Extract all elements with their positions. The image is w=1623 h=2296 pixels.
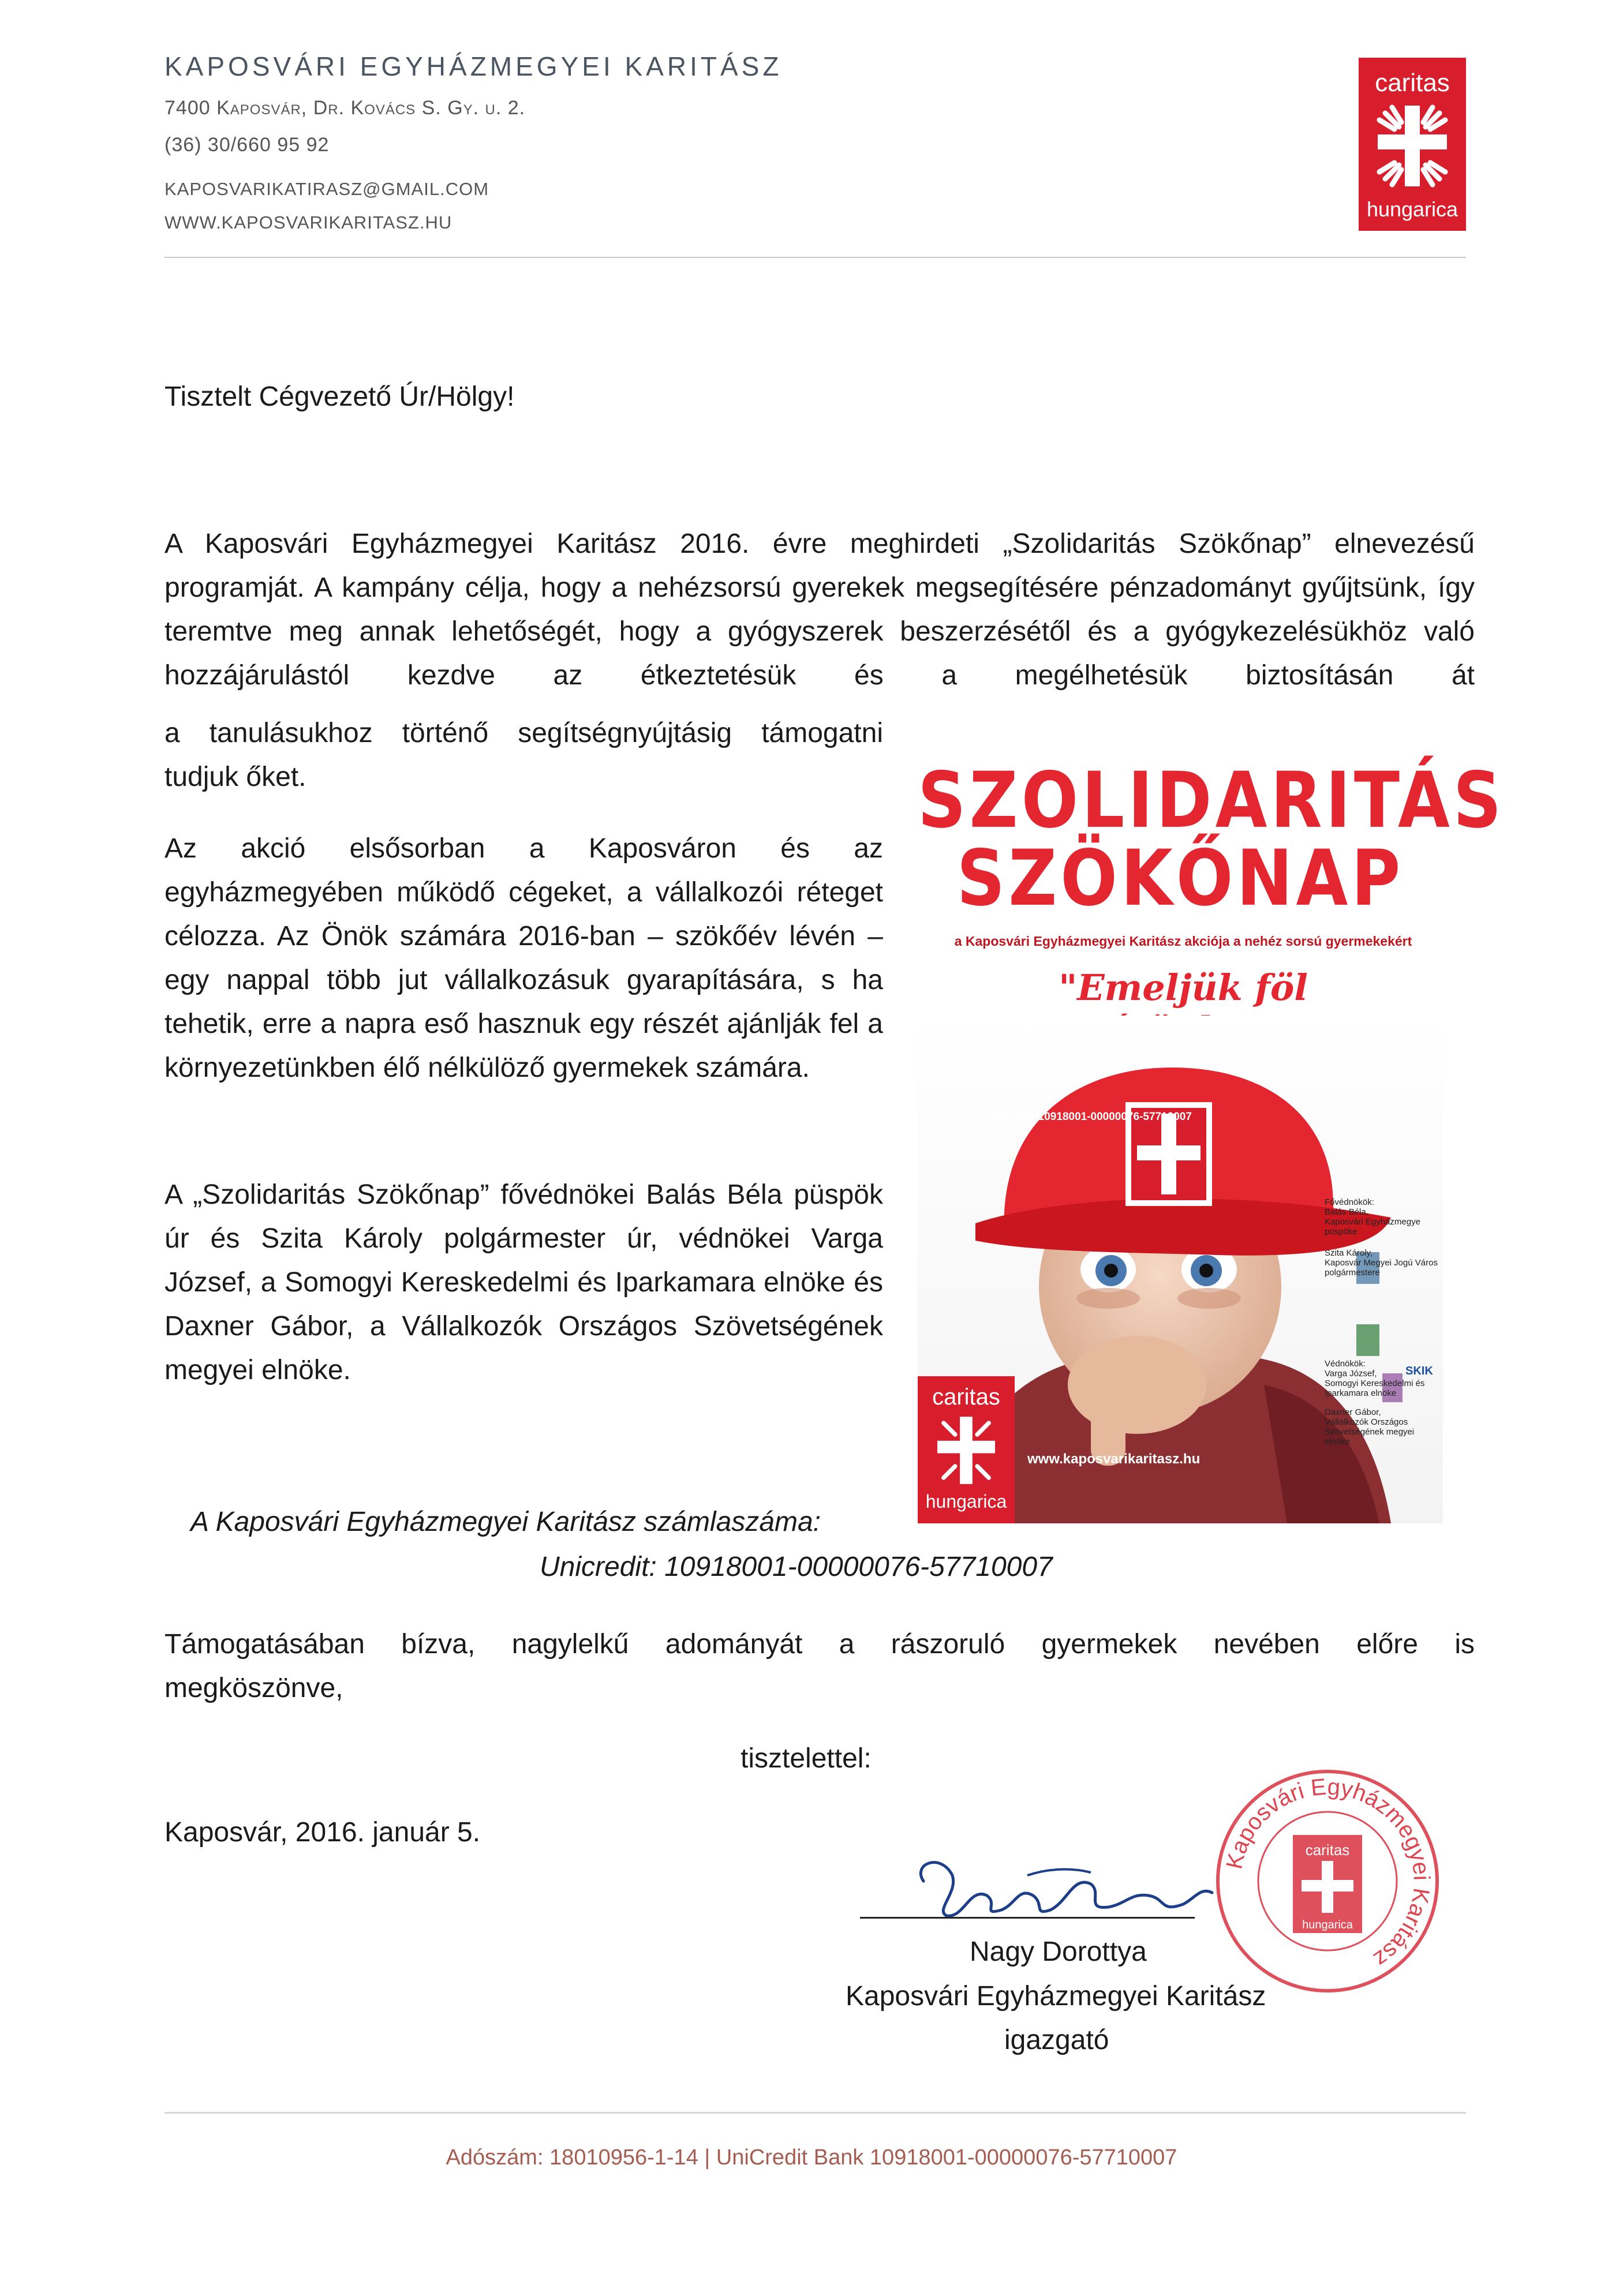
poster-account-number: Unicredit:10918001-00000076-57710007	[987, 1111, 1192, 1123]
signature-line	[860, 1917, 1195, 1919]
poster-patrons	[1325, 1197, 1440, 1278]
paragraph-intro-end: tudjuk őket.	[164, 762, 306, 792]
sponsor1-name: Varga József,	[1325, 1369, 1377, 1379]
phone-number: (36) 30/660 95 92	[164, 134, 330, 156]
paragraph-thanks-end: megköszönve,	[164, 1673, 343, 1703]
handwritten-signature	[900, 1841, 1224, 1933]
account-number: Unicredit: 10918001-00000076-57710007	[540, 1552, 1053, 1582]
header-divider	[164, 257, 1466, 258]
patron2-role-a: Kaposvár Megyei Jogú Város	[1325, 1258, 1438, 1268]
website-link[interactable]: WWW.KAPOSVARIKARITASZ.HU	[164, 212, 453, 233]
patron1-role-a: Kaposvári Egyházmegye	[1325, 1217, 1420, 1227]
footer-tax-bank-info: Adószám: 18010956-1-14 | UniCredit Bank 10918001-00000076-57710007	[446, 2145, 1177, 2170]
poster-caritas-logo	[918, 1376, 1015, 1523]
sponsor2-role-a: Vállalkozók Országos	[1325, 1417, 1408, 1427]
date-line: Kaposvár, 2016. január 5.	[164, 1817, 481, 1848]
organization-name: KAPOSVÁRI EGYHÁZMEGYEI KARITÁSZ	[164, 51, 783, 81]
stamp-ring-text: Kaposvári Egyházmegyei Karitász	[1221, 1774, 1435, 1972]
logo-hungarica-text: hungarica	[1366, 197, 1459, 221]
official-stamp	[1212, 1766, 1443, 1997]
paragraph-action: Az akció elsősorban a Kaposváron és az egyházmegyében működő cégeket, a vállalkozói réteget célozza. Az Önök számára 2016-ban – szökőév lévén – egy nappal több jut vállalkozásuk gyarapítására, s ha tehetik, erre a napra eső hasznuk egy részét ajánlják fel a környezetünkben élő nélkülöző gyermekek számára.	[164, 833, 883, 1083]
account-label: A Kaposvári Egyházmegyei Karitász számlaszáma:	[190, 1507, 821, 1537]
patron1-role-b: püspöke	[1325, 1227, 1358, 1237]
patrons-heading: Fővédnökök:	[1325, 1197, 1374, 1207]
poster-slogan: "Emeljük föl	[1059, 967, 1308, 1009]
signer-organization: Kaposvári Egyházmegyei Karitász	[846, 1981, 1266, 2012]
footer-divider	[164, 2112, 1466, 2114]
caritas-cross-icon	[1375, 103, 1450, 189]
poster-title-line2: SZÖKŐNAP	[956, 833, 1404, 924]
stamp-caritas-text: caritas	[1305, 1841, 1350, 1859]
poster-website: www.kaposvarikaritasz.hu	[1027, 1451, 1201, 1467]
poster-subtitle: a Kaposvári Egyházmegyei Karitász akciója a nehéz sorsú gyermekekért	[954, 934, 1412, 949]
caritas-logo	[1359, 58, 1466, 231]
stamp-hungarica-text: hungarica	[1302, 1919, 1353, 1931]
signer-name: Nagy Dorottya	[970, 1937, 1147, 1967]
logo-caritas-text: caritas	[1375, 69, 1450, 97]
patron1-name: Balás Béla,	[1325, 1207, 1368, 1217]
sponsor1-role-b: Iparkamara elnöke	[1325, 1388, 1397, 1398]
sponsor1-role-a: Somogyi Kereskedelmi és	[1325, 1379, 1425, 1388]
paragraph-patrons: A „Szolidaritás Szökőnap” fővédnökei Balás Béla püspök úr és Szita Károly polgármester úr, védnökei Varga József, a Somogyi Kereskedelmi és Iparkamara elnöke és Daxner Gábor, a Vállalkozók Országos Szövetségének megyei elnöke.	[164, 1179, 883, 1385]
patron2-name: Szita Károly,	[1325, 1248, 1373, 1258]
paragraph-thanks: Támogatásában bízva, nagylelkű adományát a rászoruló gyermekek nevében előre is	[164, 1629, 1475, 1660]
paragraph-intro: A Kaposvári Egyházmegyei Karitász 2016. évre meghirdeti „Szolidaritás Szökőnap” elnevezésű programját. A kampány célja, hogy a nehézsorsú gyerekek megsegítésére pénzadományt gyűjtsünk, így teremtve meg annak lehetőségét, hogy a gyógyszerek beszerzésétől és a gyógykezelésükhöz való hozzájárulástól kezdve az étkeztetésük és a megélhetésük biztosításán át	[164, 529, 1475, 691]
poster-caritas-cross-icon	[934, 1414, 998, 1486]
address: 7400 Kaposvár, Dr. Kovács S. Gy. u. 2.	[164, 97, 526, 119]
signer-title: igazgató	[1004, 2025, 1109, 2055]
patron2-role-b: polgármestere	[1325, 1268, 1380, 1278]
sponsor2-role-b: Szövetségének megyei elnöke	[1325, 1427, 1415, 1447]
poster-logo-hungarica-text: hungarica	[925, 1491, 1007, 1512]
paragraph-intro-continued: a tanulásukhoz történő segítségnyújtásig támogatni	[164, 718, 883, 748]
sponsors-heading: Védnökök:	[1325, 1359, 1366, 1369]
salutation: Tisztelt Cégvezető Úr/Hölgy!	[164, 381, 515, 412]
closing-phrase: tisztelettel:	[741, 1743, 872, 1774]
poster-title-line1: SZOLIDARITÁS	[918, 755, 1505, 846]
poster-logo-caritas-text: caritas	[932, 1384, 1000, 1410]
email-link[interactable]: KAPOSVARIKATIRASZ@GMAIL.COM	[164, 179, 489, 199]
sponsor2-name: Daxner Gábor,	[1325, 1407, 1381, 1417]
skik-logo: SKIK	[1405, 1365, 1433, 1377]
campaign-poster	[918, 744, 1505, 1523]
